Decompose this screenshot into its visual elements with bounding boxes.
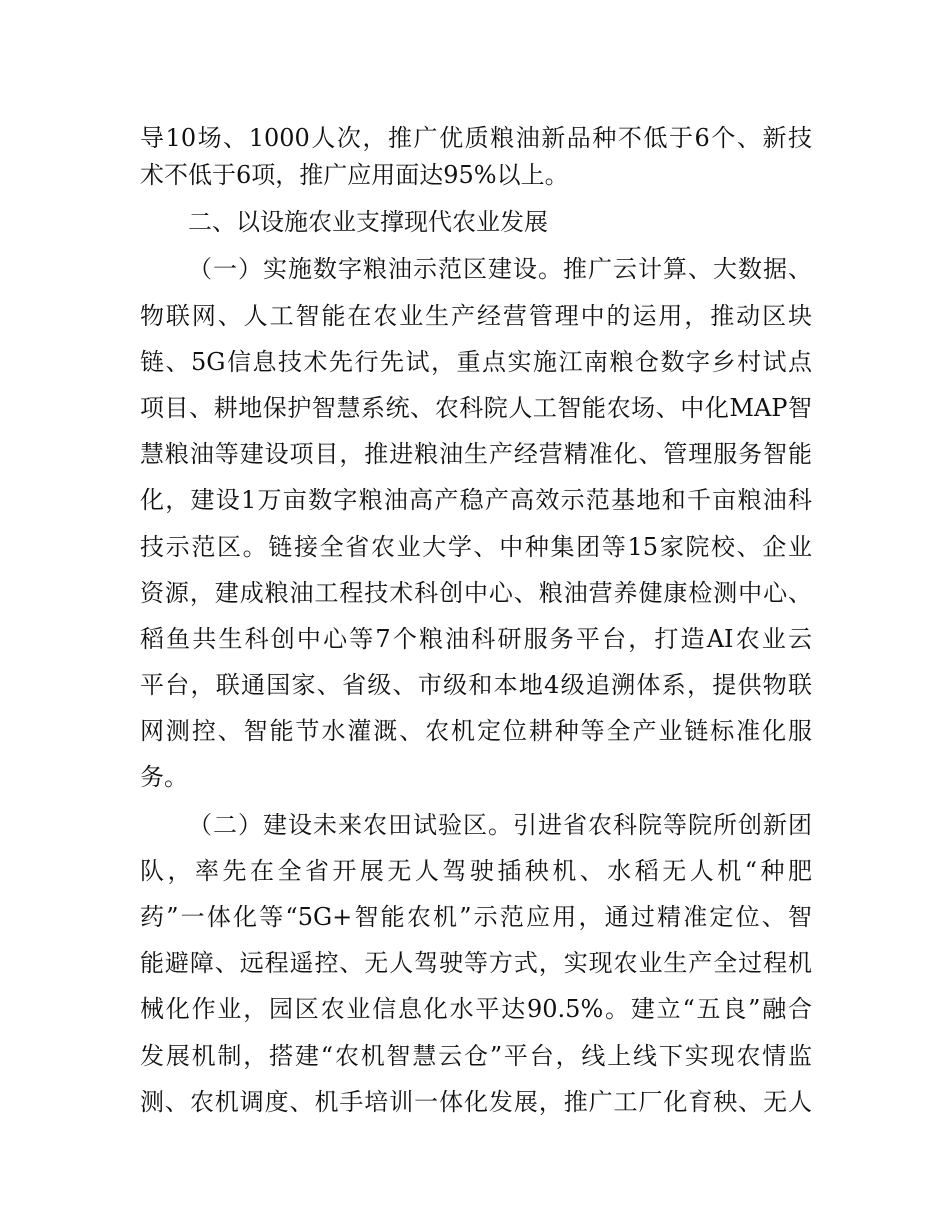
- paragraph-2-line-1: （一）实施数字粮油示范区建设。推广云计算、大数据、: [188, 255, 812, 283]
- paragraph-3-line-6: 发展机制，搭建“农机智慧云仓”平台，线上线下实现农情监: [140, 1042, 812, 1070]
- paragraph-2-line-10: 平台，联通国家、省级、市级和本地4级追溯体系，提供物联: [140, 671, 812, 699]
- paragraph-1-line-1: 导10场、1000人次，推广优质粮油新品种不低于6个、新技: [140, 124, 812, 152]
- paragraph-2-line-2: 物联网、人工智能在农业生产经营管理中的运用，推动区块: [140, 302, 812, 330]
- paragraph-3-line-2: 队，率先在全省开展无人驾驶插秧机、水稻无人机“种肥: [140, 857, 812, 885]
- section-heading: 二、以设施农业支撑现代农业发展: [188, 208, 548, 236]
- paragraph-2-line-6: 化，建设1万亩数字粮油高产稳产高效示范基地和千亩粮油科: [140, 486, 812, 514]
- paragraph-2-line-4: 项目、耕地保护智慧系统、农科院人工智能农场、中化MAP智: [140, 394, 812, 422]
- paragraph-3-line-4: 能避障、远程遥控、无人驾驶等方式，实现农业生产全过程机: [140, 949, 812, 977]
- paragraph-2-line-5: 慧粮油等建设项目，推进粮油生产经营精准化、管理服务智能: [140, 440, 812, 468]
- paragraph-2-line-3: 链、5G信息技术先行先试，重点实施江南粮仓数字乡村试点: [140, 348, 812, 376]
- paragraph-2-line-7: 技示范区。链接全省农业大学、中种集团等15家院校、企业: [140, 533, 812, 561]
- paragraph-3-line-5: 械化作业，园区农业信息化水平达90.5%。建立“五良”融合: [140, 995, 812, 1023]
- paragraph-2-line-9: 稻鱼共生科创中心等7个粮油科研服务平台，打造AI农业云: [140, 625, 812, 653]
- paragraph-2-line-8: 资源，建成粮油工程技术科创中心、粮油营养健康检测中心、: [140, 579, 812, 607]
- paragraph-1-line-2: 术不低于6项，推广应用面达95%以上。: [140, 161, 569, 189]
- paragraph-2-line-11: 网测控、智能节水灌溉、农机定位耕种等全产业链标准化服: [140, 717, 812, 745]
- paragraph-3-line-1: （二）建设未来农田试验区。引进省农科院等院所创新团: [188, 811, 812, 839]
- paragraph-2-line-12: 务。: [140, 763, 188, 791]
- paragraph-3-line-3: 药”一体化等“5G+智能农机”示范应用，通过精准定位、智: [140, 903, 812, 931]
- paragraph-3-line-7: 测、农机调度、机手培训一体化发展，推广工厂化育秧、无人: [140, 1088, 812, 1116]
